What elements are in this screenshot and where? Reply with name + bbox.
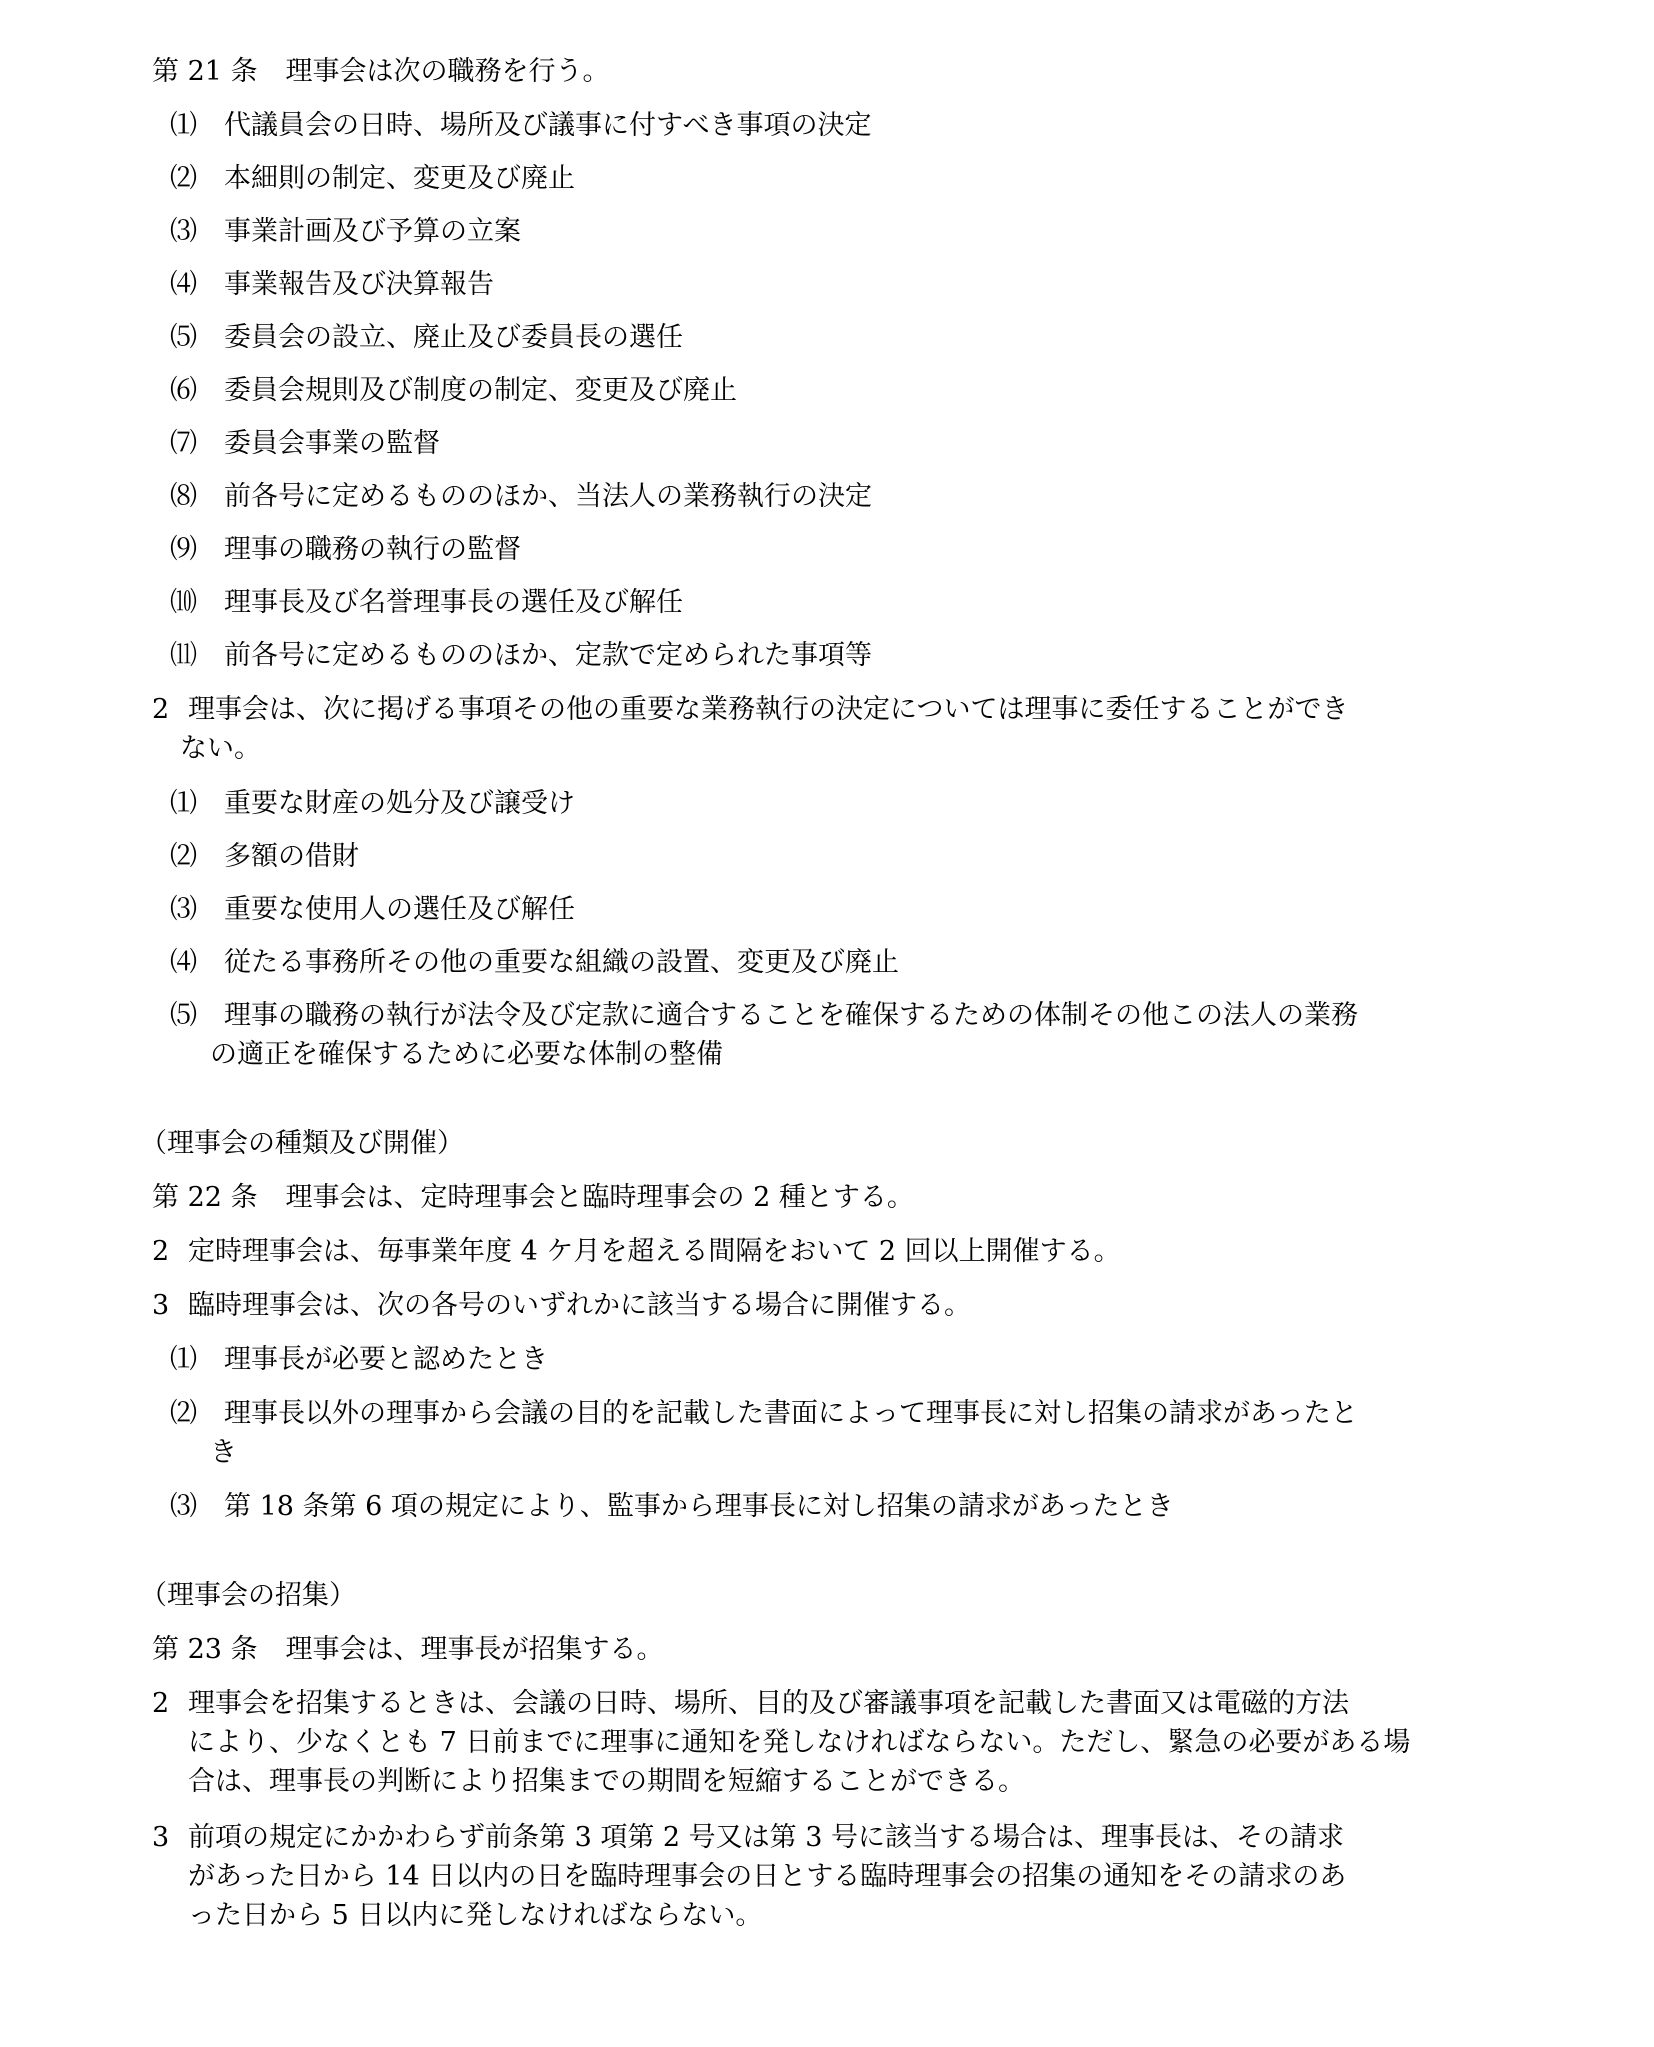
item-text: 前各号に定めるもののほか、当法人の業務執行の決定 [224, 481, 872, 512]
paragraph-number: 3 [152, 1822, 170, 1853]
item-text: 委員会規則及び制度の制定、変更及び廃止 [224, 375, 737, 406]
paragraph-number: 2 [152, 694, 170, 725]
list-item [170, 267, 494, 303]
item-number: ⑶ [170, 216, 197, 247]
paragraph-text: 理事会を招集するときは、会議の日時、場所、目的及び審議事項を記載した書面又は電磁的方法 [188, 1688, 1349, 1719]
item-text: 事業計画及び予算の立案 [224, 216, 521, 247]
item-text: 委員会事業の監督 [224, 428, 440, 459]
list-item [170, 1396, 1358, 1432]
paragraph [152, 1234, 1121, 1270]
list-item [170, 945, 899, 981]
item-text: 理事長及び名誉理事長の選任及び解任 [224, 587, 683, 618]
list-item [170, 786, 575, 822]
item-number: ⑴ [170, 110, 197, 141]
paragraph-continuation: ない。 [180, 733, 261, 764]
article-text: 理事会は次の職務を行う。 [285, 56, 610, 87]
paragraph [152, 1288, 971, 1324]
paragraph-continuation: により、少なくとも 7 日前までに理事に通知を発しなければならない。ただし、緊急の必要がある場 [188, 1727, 1411, 1758]
item-number: ⑶ [170, 1491, 197, 1522]
item-text: 理事長以外の理事から会議の目的を記載した書面によって理事長に対し招集の請求があったと [224, 1398, 1358, 1429]
list-item-continuation: き [210, 1437, 237, 1468]
article-number: 第 22 条 [152, 1182, 258, 1213]
item-text: 代議員会の日時、場所及び議事に付すべき事項の決定 [224, 110, 872, 141]
list-item [170, 214, 521, 250]
item-number: ⑶ [170, 894, 197, 925]
item-number: ⑻ [170, 481, 197, 512]
list-item [170, 426, 440, 462]
item-text: 第 18 条第 6 項の規定により、監事から理事長に対し招集の請求があったとき [224, 1491, 1174, 1522]
paragraph [152, 1820, 1344, 1856]
item-number: ⑵ [170, 841, 197, 872]
item-number: ⑵ [170, 163, 197, 194]
item-text: 理事の職務の執行が法令及び定款に適合することを確保するための体制その他この法人の業務 [224, 1000, 1358, 1031]
item-number: ⑾ [170, 640, 197, 671]
item-number: ⑴ [170, 1344, 197, 1375]
list-item [170, 1342, 548, 1378]
paragraph-text: 前項の規定にかかわらず前条第 3 項第 2 号又は第 3 号に該当する場合は、理事長は、その請求 [188, 1822, 1345, 1853]
item-text: 理事長が必要と認めたとき [224, 1344, 548, 1375]
item-number: ⑼ [170, 534, 197, 565]
item-text: 委員会の設立、廃止及び委員長の選任 [224, 322, 683, 353]
article-caption: （理事会の種類及び開催） [140, 1128, 464, 1159]
item-number: ⑽ [170, 587, 197, 618]
article-23-heading [152, 1632, 664, 1668]
list-item [170, 585, 683, 621]
item-number: ⑵ [170, 1398, 197, 1429]
paragraph-text: 定時理事会は、毎事業年度 4 ケ月を超える間隔をおいて 2 回以上開催する。 [188, 1236, 1121, 1267]
paragraph-text: 理事会は、次に掲げる事項その他の重要な業務執行の決定については理事に委任することができ [188, 694, 1349, 725]
item-number: ⑺ [170, 428, 197, 459]
item-number: ⑷ [170, 947, 197, 978]
article-caption: （理事会の招集） [140, 1580, 356, 1611]
list-item [170, 998, 1358, 1034]
list-item-continuation: の適正を確保するために必要な体制の整備 [210, 1039, 723, 1070]
item-number: ⑷ [170, 269, 197, 300]
item-text: 理事の職務の執行の監督 [224, 534, 521, 565]
list-item [170, 892, 575, 928]
list-item [170, 479, 872, 515]
list-item [170, 108, 871, 144]
paragraph [152, 692, 1348, 728]
item-text: 重要な財産の処分及び譲受け [224, 788, 575, 819]
list-item [170, 320, 683, 356]
item-text: 前各号に定めるもののほか、定款で定められた事項等 [224, 640, 872, 671]
list-item [170, 373, 737, 409]
article-text: 理事会は、定時理事会と臨時理事会の 2 種とする。 [285, 1182, 914, 1213]
list-item [170, 839, 359, 875]
paragraph-text: 臨時理事会は、次の各号のいずれかに該当する場合に開催する。 [188, 1290, 971, 1321]
list-item [170, 638, 872, 674]
item-number: ⑸ [170, 322, 197, 353]
item-text: 従たる事務所その他の重要な組織の設置、変更及び廃止 [224, 947, 899, 978]
paragraph [152, 1686, 1349, 1722]
article-number: 第 21 条 [152, 56, 258, 87]
article-21-heading [152, 54, 610, 90]
list-item [170, 1489, 1174, 1525]
paragraph-continuation: った日から 5 日以内に発しなければならない。 [188, 1900, 763, 1931]
item-text: 重要な使用人の選任及び解任 [224, 894, 575, 925]
paragraph-number: 2 [152, 1236, 170, 1267]
list-item [170, 532, 521, 568]
article-text: 理事会は、理事長が招集する。 [285, 1634, 664, 1665]
item-text: 多額の借財 [224, 841, 359, 872]
paragraph-continuation: があった日から 14 日以内の日を臨時理事会の日とする臨時理事会の招集の通知をその請求のあ [188, 1861, 1347, 1892]
item-number: ⑹ [170, 375, 197, 406]
item-number: ⑸ [170, 1000, 197, 1031]
paragraph-number: 2 [152, 1688, 170, 1719]
item-number: ⑴ [170, 788, 197, 819]
article-number: 第 23 条 [152, 1634, 258, 1665]
paragraph-number: 3 [152, 1290, 170, 1321]
list-item [170, 161, 575, 197]
paragraph-continuation: 合は、理事長の判断により招集までの期間を短縮することができる。 [188, 1766, 1025, 1797]
article-22-heading [152, 1180, 914, 1216]
item-text: 事業報告及び決算報告 [224, 269, 494, 300]
item-text: 本細則の制定、変更及び廃止 [224, 163, 575, 194]
